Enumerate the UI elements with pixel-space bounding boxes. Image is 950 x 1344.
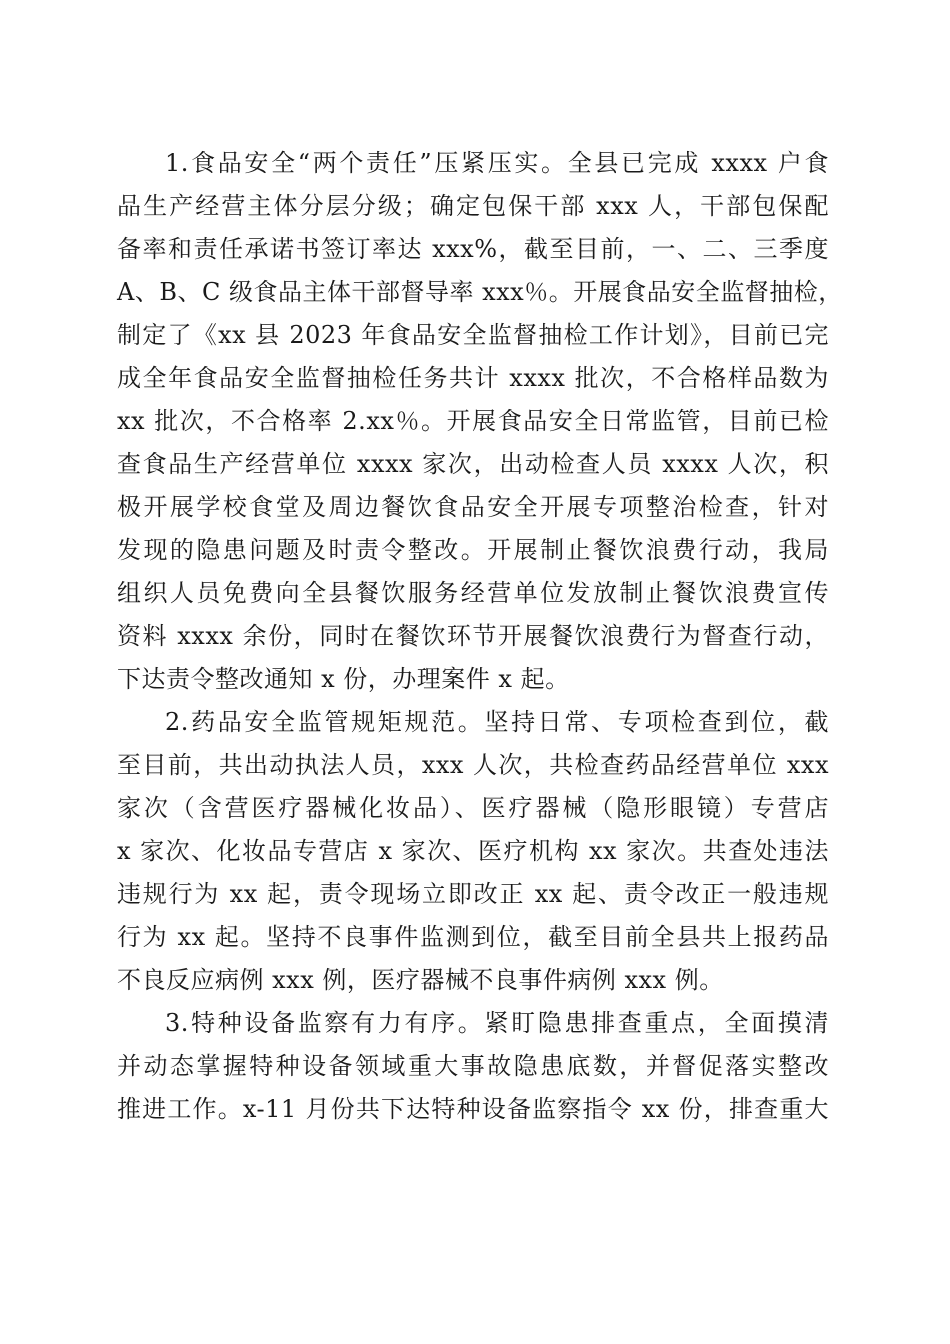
text-line: 家次（含营医疗器械化妆品）、医疗器械（隐形眼镜）专营店 <box>117 794 829 822</box>
text-line: 发现的隐患问题及时责令整改。开展制止餐饮浪费行动，我局 <box>117 536 829 564</box>
text-line: 品生产经营主体分层分级；确定包保干部 xxx 人，干部包保配 <box>117 192 829 220</box>
text-line: 备率和责任承诺书签订率达 xxx%，截至目前，一、二、三季度 <box>117 235 829 263</box>
text-line: 违规行为 xx 起，责令现场立即改正 xx 起、责令改正一般违规 <box>117 880 829 908</box>
text-line: 下达责令整改通知 x 份，办理案件 x 起。 <box>117 665 570 693</box>
text-line: 组织人员免费向全县餐饮服务经营单位发放制止餐饮浪费宣传 <box>117 579 829 607</box>
text-line: x 家次、化妆品专营店 x 家次、医疗机构 xx 家次。共查处违法 <box>117 837 829 865</box>
text-line: 2.药品安全监管规矩规范。坚持日常、专项检查到位，截 <box>165 708 829 736</box>
text-line: 行为 xx 起。坚持不良事件监测到位，截至目前全县共上报药品 <box>117 923 829 951</box>
text-line: 至目前，共出动执法人员，xxx 人次，共检查药品经营单位 xxx <box>117 751 829 779</box>
paragraph-food-safety <box>117 142 843 701</box>
text-line: 并动态掌握特种设备领域重大事故隐患底数，并督促落实整改 <box>117 1052 829 1080</box>
text-line: 资料 xxxx 余份，同时在餐饮环节开展餐饮浪费行为督查行动， <box>117 622 829 650</box>
text-line: 制定了《xx 县 2023 年食品安全监督抽检工作计划》，目前已完 <box>117 321 829 349</box>
text-line: 推进工作。x-11 月份共下达特种设备监察指令 xx 份，排查重大 <box>117 1095 829 1123</box>
paragraph-drug-safety <box>117 701 829 1002</box>
text-line: 3.特种设备监察有力有序。紧盯隐患排查重点，全面摸清 <box>165 1009 829 1037</box>
text-line: 成全年食品安全监督抽检任务共计 xxxx 批次，不合格样品数为 <box>117 364 829 392</box>
paragraph-special-equipment <box>117 1002 829 1131</box>
text-line: 查食品生产经营单位 xxxx 家次，出动检查人员 xxxx 人次，积 <box>117 450 829 478</box>
text-line: 1.食品安全“两个责任”压紧压实。全县已完成 xxxx 户食 <box>165 149 829 177</box>
text-line: xx 批次，不合格率 2.xx％。开展食品安全日常监管，目前已检 <box>117 407 829 435</box>
text-line: 不良反应病例 xxx 例，医疗器械不良事件病例 xxx 例。 <box>117 966 724 994</box>
text-line: A、B、C 级食品主体干部督导率 xxx％。开展食品安全监督抽检， <box>117 278 843 306</box>
document-body <box>117 142 843 1131</box>
text-line: 极开展学校食堂及周边餐饮食品安全开展专项整治检查，针对 <box>117 493 829 521</box>
